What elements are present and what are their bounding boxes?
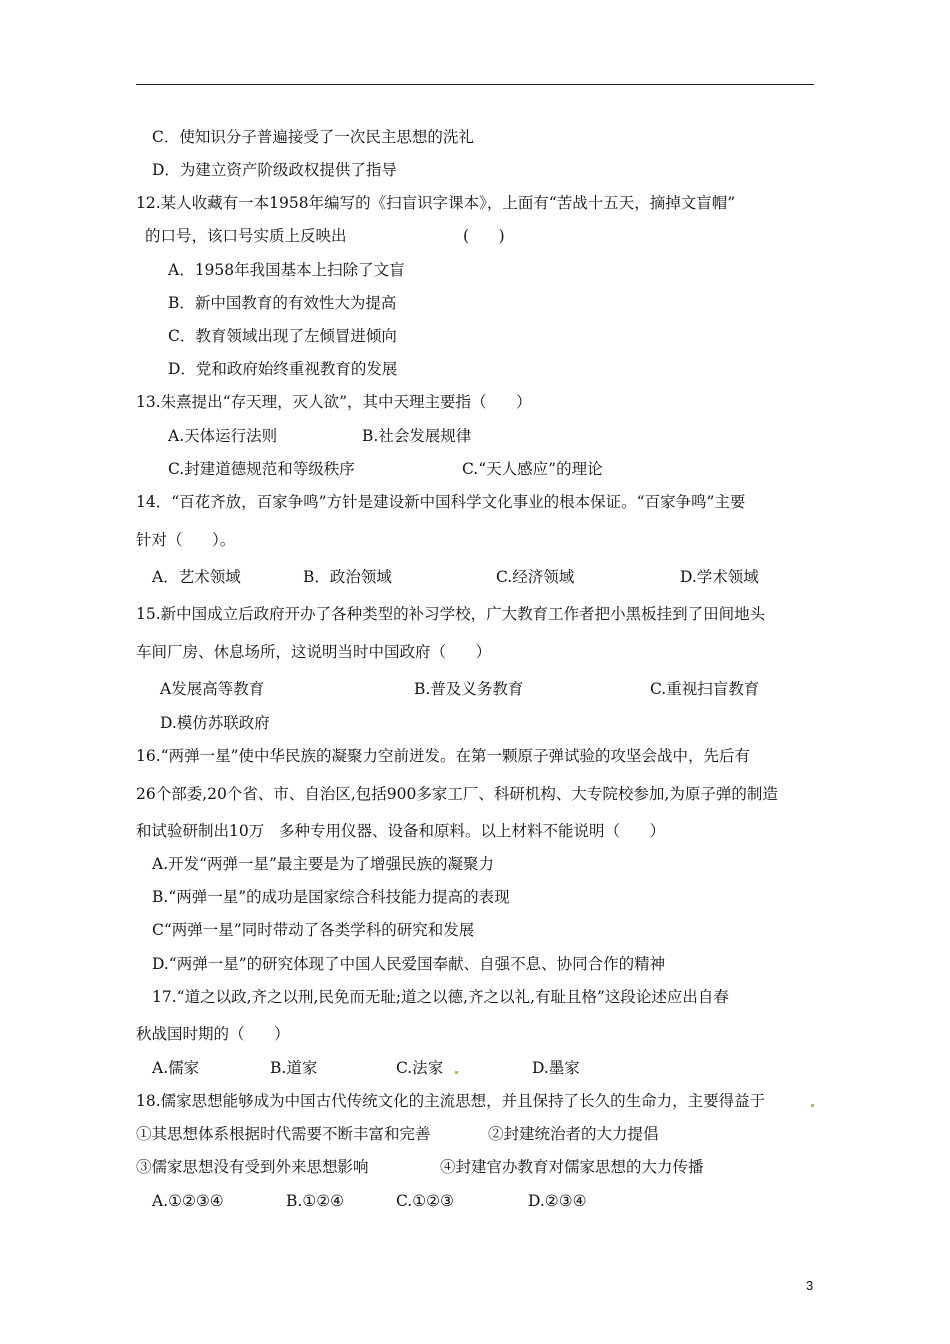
q16-option-c: C“两弹一星”同时带动了各类学科的研究和发展 — [152, 921, 475, 939]
q12-option-d: D．党和政府始终重视教育的发展 — [168, 360, 398, 378]
q18-option-a: A.①②③④ — [152, 1192, 224, 1210]
q11-option-c: C．使知识分子普遍接受了一次民主思想的洗礼 — [152, 128, 474, 146]
q14-option-a: A．艺术领域 — [152, 568, 241, 586]
q11-option-d: D．为建立资产阶级政权提供了指导 — [152, 161, 397, 179]
q18-option-c: C.①②③ — [396, 1192, 454, 1210]
scan-speck — [811, 1104, 814, 1107]
q14-option-b: B．政治领域 — [303, 568, 392, 586]
q13-option-a: A.天体运行法则 — [168, 427, 278, 445]
q18-option-b: B.①②④ — [286, 1192, 345, 1210]
q14-option-d: D.学术领域 — [680, 568, 759, 586]
q16-stem-line2: 26个部委,20个省、市、自治区,包括900多家工厂、科研机构、大专院校参加,为原子弹的制造 — [136, 785, 778, 803]
q15-stem-line1: 15.新中国成立后政府开办了各种类型的补习学校，广大教育工作者把小黑板挂到了田间地头 — [136, 605, 766, 623]
q15-option-b: B.普及义务教育 — [414, 680, 524, 698]
q15-option-c: C.重视扫盲教育 — [650, 680, 760, 698]
q12-option-c: C．教育领域出现了左倾冒进倾向 — [168, 327, 397, 345]
q18-statement-3: ③儒家思想没有受到外来思想影响 — [136, 1158, 369, 1176]
page-number: 3 — [806, 1278, 814, 1293]
q15-option-d: D.模仿苏联政府 — [160, 714, 270, 732]
q18-option-d: D.②③④ — [528, 1192, 587, 1210]
q13-option-b: B.社会发展规律 — [362, 427, 472, 445]
q15-stem-line2: 车间厂房、休息场所，这说明当时中国政府（ ） — [136, 643, 492, 661]
q13-option-d: C.“天人感应”的理论 — [462, 460, 603, 478]
q12-stem-line2: 的口号，该口号实质上反映出 — [145, 227, 347, 245]
q18-statement-1: ①其思想体系根据时代需要不断丰富和完善 — [136, 1125, 431, 1143]
q16-option-d: D.“两弹一星”的研究体现了中国人民爱国奉献、自强不息、协同合作的精神 — [152, 955, 666, 973]
scan-speck — [455, 1071, 458, 1074]
q16-stem-line3: 和试验研制出10万 多种专用仪器、设备和原料。以上材料不能说明（ ） — [136, 822, 666, 840]
q17-stem-line2: 秋战国时期的（ ） — [136, 1025, 290, 1043]
q15-option-a: A发展高等教育 — [160, 680, 265, 698]
q12-option-a: A．1958年我国基本上扫除了文盲 — [168, 261, 405, 279]
q16-option-a: A.开发“两弹一星”最主要是为了增强民族的凝聚力 — [152, 855, 494, 873]
q17-option-b: B.道家 — [270, 1059, 318, 1077]
q14-stem-line1: 14．“百花齐放，百家争鸣”方针是建设新中国科学文化事业的根本保证。“百家争鸣”主要 — [136, 493, 746, 511]
q12-stem-line1: 12.某人收藏有一本1958年编写的《扫盲识字课本》，上面有“苦战十五天，摘掉文盲帽” — [136, 194, 736, 212]
q18-statement-2: ②封建统治者的大力提倡 — [488, 1125, 659, 1143]
q12-answer-paren: ( ) — [463, 227, 505, 245]
q17-option-a: A.儒家 — [152, 1059, 200, 1077]
header-rule — [136, 84, 814, 85]
q17-option-c: C.法家 — [396, 1059, 444, 1077]
q16-option-b: B.“两弹一星”的成功是国家综合科技能力提高的表现 — [152, 888, 510, 906]
q13-stem: 13.朱熹提出“存天理，灭人欲”，其中天理主要指（ ） — [136, 393, 532, 411]
q17-option-d: D.墨家 — [532, 1059, 580, 1077]
q16-stem-line1: 16.“两弹一星”使中华民族的凝聚力空前迸发。在第一颗原子弹试验的攻坚会战中，先后有 — [136, 747, 751, 765]
q17-stem-line1: 17.“道之以政,齐之以刑,民免而无耻;道之以德,齐之以礼,有耻且格”这段论述应出自春 — [152, 988, 729, 1006]
q12-option-b: B．新中国教育的有效性大为提高 — [168, 294, 397, 312]
q18-stem: 18.儒家思想能够成为中国古代传统文化的主流思想，并且保持了长久的生命力，主要得益于 — [136, 1092, 766, 1110]
q18-statement-4: ④封建官办教育对儒家思想的大力传播 — [440, 1158, 704, 1176]
q14-stem-line2: 针对（ ）。 — [136, 531, 236, 549]
q14-option-c: C.经济领域 — [496, 568, 575, 586]
q13-option-c: C.封建道德规范和等级秩序 — [168, 460, 355, 478]
